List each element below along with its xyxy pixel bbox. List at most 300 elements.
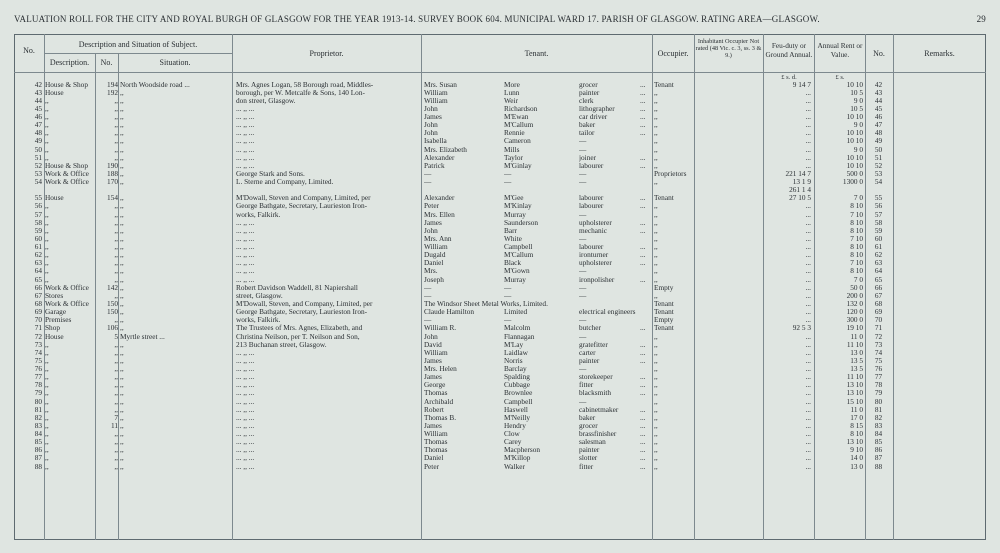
cell-no: 56 — [34, 202, 42, 211]
cell-no-right: 62 — [874, 251, 883, 260]
cell-no: 86 — [34, 446, 42, 455]
cell-situation: ,, — [120, 373, 124, 382]
cell-no: 55 — [34, 194, 42, 203]
cell-occupier: ,, — [654, 210, 658, 219]
cell-rent: 10 10 — [846, 161, 863, 170]
cell-tenant-forename: John — [424, 226, 438, 235]
cell-tenant-surname: Cameron — [504, 137, 531, 146]
cell-situation: ,, — [120, 267, 124, 276]
cell-house-no: ,, — [114, 454, 118, 463]
cell-tenant-occupation: grocer — [579, 80, 598, 89]
cell-house-no: ,, — [114, 226, 118, 235]
cell-rent: 300 0 — [846, 316, 863, 325]
cell-rent: 13 10 — [846, 381, 863, 390]
cell-no: 88 — [34, 462, 42, 471]
cell-no: 49 — [34, 137, 42, 146]
cell-feuduty: ... — [805, 121, 811, 130]
cell-proprietor: don street, Glasgow. — [236, 96, 296, 105]
table-row — [14, 89, 986, 97]
cell-rent: 8 10 — [850, 251, 863, 260]
cell-no: 73 — [34, 340, 42, 349]
cell-proprietor: ... ,, ... — [236, 259, 255, 268]
cell-feuduty: ... — [805, 218, 811, 227]
cell-rent: 14 0 — [850, 454, 863, 463]
cell-no-right: 58 — [874, 218, 883, 227]
cell-tenant-surname: M'Neilly — [504, 413, 531, 422]
cell-tenant-dots: ... — [640, 104, 646, 113]
cell-feuduty: ... — [805, 96, 811, 105]
cell-tenant-dots: ... — [640, 96, 646, 105]
cell-feuduty: ... — [805, 340, 811, 349]
cell-tenant-forename: Alexander — [424, 194, 455, 203]
cell-situation: ,, — [120, 300, 124, 308]
cell-tenant-occupation: gratefitter — [579, 340, 608, 349]
cell-no: 84 — [34, 430, 42, 439]
cell-description: ,, — [45, 389, 49, 398]
cell-house-no: ,, — [114, 218, 118, 227]
col-no-right-header: No. — [873, 49, 885, 58]
table-row — [14, 170, 986, 178]
cell-no: 51 — [34, 153, 42, 162]
header-subrule — [44, 53, 232, 54]
cell-proprietor: Christina Neilson, per T. Neilson and Son, — [236, 332, 360, 341]
cell-rent: 13 10 — [846, 389, 863, 398]
cell-situation: ,, — [120, 291, 124, 300]
cell-tenant-occupation: — — [579, 137, 587, 146]
cell-description: ,, — [45, 96, 49, 105]
cell-rent: 9 0 — [853, 121, 863, 130]
cell-no: 44 — [34, 96, 42, 105]
cell-occupier: ,, — [654, 243, 658, 252]
cell-tenant-dots: ... — [640, 454, 646, 463]
cell-tenant-dots: ... — [640, 129, 646, 138]
cell-tenant-forename: William R. — [424, 324, 457, 333]
cell-house-no: ,, — [114, 137, 118, 146]
cell-feuduty: ... — [805, 405, 811, 414]
cell-feuduty: ... — [805, 104, 811, 113]
cell-proprietor: ... ,, ... — [236, 405, 255, 414]
cell-description: ,, — [45, 104, 49, 113]
table-row — [14, 349, 986, 357]
cell-description: Garage — [45, 308, 67, 317]
cell-proprietor: ... ,, ... — [236, 137, 255, 146]
cell-no: 65 — [34, 275, 42, 284]
cell-no: 53 — [34, 169, 42, 178]
cell-description: ,, — [45, 153, 49, 162]
cell-situation: ,, — [120, 96, 124, 105]
cell-situation: ,, — [120, 356, 124, 365]
cell-proprietor: ... ,, ... — [236, 397, 255, 406]
col-inhabitant-header: Inhabitant Occupier Not rated (48 Vic. c. 3, ss. 3 & 9.) — [695, 38, 762, 59]
cell-feuduty: ... — [805, 316, 811, 325]
cell-occupier: ,, — [654, 153, 658, 162]
cell-no: 68 — [34, 300, 42, 308]
cell-rent: 11 0 — [850, 332, 863, 341]
cell-occupier: Tenant — [654, 194, 674, 203]
cell-tenant-occupation: ironpolisher — [579, 275, 615, 284]
cell-tenant-occupation: upholsterer — [579, 218, 612, 227]
cell-description: ,, — [45, 397, 49, 406]
cell-house-no: 194 — [107, 80, 118, 89]
cell-no: 87 — [34, 454, 42, 463]
cell-occupier: ,, — [654, 397, 658, 406]
cell-situation: ,, — [120, 421, 124, 430]
cell-occupier: ,, — [654, 405, 658, 414]
cell-house-no: ,, — [114, 153, 118, 162]
table-row — [14, 308, 986, 316]
cell-occupier: ,, — [654, 218, 658, 227]
cell-no: 71 — [34, 324, 42, 333]
cell-tenant-occupation: — — [579, 267, 587, 276]
cell-no: 46 — [34, 113, 42, 122]
cell-tenant-dots: ... — [640, 259, 646, 268]
cell-house-no: 150 — [107, 300, 118, 308]
cell-tenant-surname: Murray — [504, 210, 526, 219]
cell-proprietor: George Stark and Sons. — [236, 169, 305, 178]
cell-situation: ,, — [120, 113, 124, 122]
cell-tenant-occupation: mechanic — [579, 226, 607, 235]
cell-tenant-dots: ... — [640, 389, 646, 398]
cell-tenant-occupation: labourer — [579, 161, 604, 170]
cell-tenant-dots: ... — [640, 121, 646, 130]
cell-feuduty: ... — [805, 129, 811, 138]
cell-tenant-dots: ... — [640, 446, 646, 455]
cell-tenant-surname: Macpherson — [504, 446, 541, 455]
cell-tenant-surname: — — [504, 178, 512, 187]
cell-proprietor: ... ,, ... — [236, 161, 255, 170]
cell-feuduty: 27 10 5 — [789, 194, 811, 203]
cell-rent: 10 10 — [846, 137, 863, 146]
cell-occupier: ,, — [654, 113, 658, 122]
cell-house-no: ,, — [114, 446, 118, 455]
cell-tenant-occupation: lithographer — [579, 104, 615, 113]
cell-occupier: Empty — [654, 283, 674, 292]
cell-tenant-occupation: — — [579, 397, 587, 406]
cell-house-no: 170 — [107, 178, 118, 187]
cell-no-right: 83 — [874, 421, 883, 430]
cell-tenant-occupation: — — [579, 145, 587, 154]
cell-tenant-forename: Archibald — [424, 397, 454, 406]
cell-no-right: 66 — [874, 283, 883, 292]
cell-situation: ,, — [120, 129, 124, 138]
cell-house-no: ,, — [114, 243, 118, 252]
table-row — [14, 463, 986, 471]
cell-rent: 11 0 — [850, 405, 863, 414]
cell-tenant-forename: Mrs. Ellen — [424, 210, 455, 219]
cell-no: 75 — [34, 356, 42, 365]
cell-no-right: 87 — [874, 454, 883, 463]
cell-rent: 120 0 — [846, 308, 863, 317]
cell-no: 48 — [34, 129, 42, 138]
cell-tenant-dots: ... — [640, 218, 646, 227]
cell-no-right: 76 — [874, 365, 883, 374]
cell-house-no: ,, — [114, 121, 118, 130]
cell-house-no: ,, — [114, 397, 118, 406]
cell-tenant-surname: M'Killop — [504, 454, 531, 463]
cell-tenant-forename: William — [424, 96, 448, 105]
cell-situation: ,, — [120, 275, 124, 284]
table-row — [14, 194, 986, 202]
cell-no: 74 — [34, 348, 42, 357]
cell-proprietor: ... ,, ... — [236, 145, 255, 154]
cell-tenant-occupation: grocer — [579, 421, 598, 430]
cell-house-no: ,, — [114, 348, 118, 357]
cell-rent: 13 0 — [850, 462, 863, 471]
cell-no: 82 — [34, 413, 42, 422]
cell-proprietor: works, Falkirk. — [236, 210, 281, 219]
cell-tenant-occupation: labourer — [579, 194, 604, 203]
cell-rent: 11 10 — [846, 373, 863, 382]
cell-situation: ,, — [120, 348, 124, 357]
cell-feuduty: ... — [805, 389, 811, 398]
cell-occupier: Tenant — [654, 300, 674, 308]
table-row — [14, 341, 986, 349]
cell-occupier: ,, — [654, 430, 658, 439]
cell-proprietor: George Bathgate, Secretary, Laurieston Iron- — [236, 308, 368, 317]
cell-proprietor: ... ,, ... — [236, 430, 255, 439]
cell-proprietor: ... ,, ... — [236, 121, 255, 130]
cell-description: ,, — [45, 210, 49, 219]
cell-description: ,, — [45, 251, 49, 260]
page-header — [14, 12, 986, 26]
cell-no: 60 — [34, 234, 42, 243]
cell-no: 59 — [34, 226, 42, 235]
table-row — [14, 324, 986, 332]
cell-description: ,, — [45, 405, 49, 414]
cell-occupier: ,, — [654, 202, 658, 211]
cell-proprietor: ... ,, ... — [236, 234, 255, 243]
cell-feuduty: ... — [805, 145, 811, 154]
cell-tenant-occupation: ironturner — [579, 251, 609, 260]
cell-description: ,, — [45, 438, 49, 447]
table-row — [14, 398, 986, 406]
cell-proprietor: ... ,, ... — [236, 421, 255, 430]
cell-feuduty: ... — [805, 251, 811, 260]
cell-tenant-occupation: — — [579, 210, 587, 219]
cell-tenant-occupation: blacksmith — [579, 389, 612, 398]
cell-occupier: ,, — [654, 267, 658, 276]
cell-feuduty: ... — [805, 397, 811, 406]
cell-tenant-forename: — — [424, 291, 432, 300]
cell-feuduty: ... — [805, 283, 811, 292]
cell-feuduty: ... — [805, 454, 811, 463]
cell-no-right: 65 — [874, 275, 883, 284]
cell-proprietor: The Trustees of Mrs. Agnes, Elizabeth, and — [236, 324, 363, 333]
cell-house-no: ,, — [114, 129, 118, 138]
cell-tenant-occupation: — — [579, 365, 587, 374]
cell-situation: ,, — [120, 104, 124, 113]
cell-feuduty: ... — [805, 446, 811, 455]
cell-tenant-occupation: — — [579, 283, 587, 292]
cell-proprietor: M'Dowall, Steven, and Company, Limited, per — [236, 300, 373, 308]
cell-no-right: 50 — [874, 145, 883, 154]
cell-tenant-surname: Black — [504, 259, 522, 268]
cell-proprietor: ... ,, ... — [236, 113, 255, 122]
cell-tenant-forename: John — [424, 104, 438, 113]
cell-description: ,, — [45, 234, 49, 243]
cell-no: 54 — [34, 178, 42, 187]
cell-description: Premises — [45, 316, 72, 325]
cell-tenant-occupation: brassfinisher — [579, 430, 617, 439]
cell-occupier: ,, — [654, 373, 658, 382]
cell-tenant-forename: Peter — [424, 462, 439, 471]
cell-proprietor: ... ,, ... — [236, 454, 255, 463]
cell-tenant-surname: Laidlaw — [504, 348, 528, 357]
cell-situation: ,, — [120, 178, 124, 187]
cell-no-right: 57 — [874, 210, 883, 219]
cell-situation: ,, — [120, 210, 124, 219]
cell-tenant-surname: — — [504, 291, 512, 300]
cell-no: 42 — [34, 80, 42, 89]
cell-proprietor: ... ,, ... — [236, 462, 255, 471]
cell-no-right: 88 — [874, 462, 883, 471]
cell-no-right: 44 — [874, 96, 883, 105]
cell-no-right: 43 — [874, 88, 883, 97]
cell-tenant-dots: ... — [640, 381, 646, 390]
cell-feuduty: ... — [805, 243, 811, 252]
cell-no-right: 69 — [874, 308, 883, 317]
cell-tenant-surname: Saunderson — [504, 218, 539, 227]
cell-rent: 132 0 — [846, 300, 863, 308]
cell-description: ,, — [45, 129, 49, 138]
cell-feuduty: ... — [805, 153, 811, 162]
cell-no-right: 84 — [874, 430, 883, 439]
cell-occupier: ,, — [654, 259, 658, 268]
cell-occupier: ,, — [654, 178, 658, 187]
cell-proprietor: ... ,, ... — [236, 153, 255, 162]
cell-proprietor: Robert Davidson Waddell, 81 Napiershall — [236, 283, 358, 292]
cell-occupier: Tenant — [654, 308, 674, 317]
cell-feuduty: ... — [805, 226, 811, 235]
cell-tenant-surname: Brownlee — [504, 389, 533, 398]
cell-description: ,, — [45, 202, 49, 211]
cell-tenant-forename: James — [424, 373, 442, 382]
cell-no: 43 — [34, 88, 42, 97]
cell-house-no: 5 — [114, 332, 118, 341]
cell-feuduty: 92 5 3 — [792, 324, 811, 333]
cell-tenant-dots: ... — [640, 356, 646, 365]
cell-tenant-forename: James — [424, 356, 442, 365]
cell-description: ,, — [45, 446, 49, 455]
table-row — [14, 105, 986, 113]
cell-situation: ,, — [120, 413, 124, 422]
cell-feuduty: 221 14 7 — [785, 169, 811, 178]
cell-proprietor: ... ,, ... — [236, 413, 255, 422]
cell-tenant-dots: ... — [640, 438, 646, 447]
cell-feuduty: ... — [805, 308, 811, 317]
cell-situation: ,, — [120, 234, 124, 243]
feuduty-units: £ s. d. — [781, 74, 797, 81]
cell-tenant-forename: David — [424, 340, 442, 349]
cell-no-right: 85 — [874, 438, 883, 447]
cell-tenant-occupation: butcher — [579, 324, 601, 333]
cell-proprietor: ... ,, ... — [236, 129, 255, 138]
cell-proprietor: ... ,, ... — [236, 267, 255, 276]
cell-proprietor: ... ,, ... — [236, 243, 255, 252]
table-row — [14, 243, 986, 251]
cell-tenant-dots: ... — [640, 243, 646, 252]
cell-description: ,, — [45, 430, 49, 439]
cell-feuduty: ... — [805, 413, 811, 422]
cell-no-right: 54 — [874, 178, 883, 187]
cell-no: 47 — [34, 121, 42, 130]
cell-house-no: ,, — [114, 96, 118, 105]
cell-rent: 8 10 — [850, 243, 863, 252]
cell-tenant-forename: Mrs. Helen — [424, 365, 457, 374]
cell-occupier: ,, — [654, 356, 658, 365]
table-row — [14, 129, 986, 137]
cell-rent: 7 10 — [850, 234, 863, 243]
cell-no-right: 51 — [874, 153, 883, 162]
cell-occupier: ,, — [654, 348, 658, 357]
cell-feuduty: ... — [805, 234, 811, 243]
cell-rent: 7 0 — [853, 275, 863, 284]
cell-tenant-surname: Walker — [504, 462, 525, 471]
table-row — [14, 422, 986, 430]
cell-tenant-dots: ... — [640, 340, 646, 349]
cell-description: ,, — [45, 373, 49, 382]
cell-no: 78 — [34, 381, 42, 390]
cell-no: 52 — [34, 161, 42, 170]
cell-situation: ,, — [120, 454, 124, 463]
cell-rent: 10 10 — [846, 113, 863, 122]
cell-rent: 19 10 — [846, 324, 863, 333]
cell-no-right: 61 — [874, 243, 883, 252]
table-row — [14, 121, 986, 129]
table-row — [14, 146, 986, 154]
cell-feuduty: ... — [805, 332, 811, 341]
cell-tenant-dots: ... — [640, 430, 646, 439]
cell-situation: ,, — [120, 145, 124, 154]
cell-occupier: ,, — [654, 454, 658, 463]
cell-tenant-surname: Campbell — [504, 243, 533, 252]
cell-house-no: ,, — [114, 438, 118, 447]
cell-tenant-occupation: salesman — [579, 438, 606, 447]
cell-tenant-forename: Mrs. Susan — [424, 80, 457, 89]
cell-feuduty: ... — [805, 202, 811, 211]
cell-occupier: ,, — [654, 365, 658, 374]
table-row — [14, 267, 986, 275]
cell-feuduty: ... — [805, 381, 811, 390]
cell-no: 62 — [34, 251, 42, 260]
cell-tenant-surname: Clow — [504, 430, 520, 439]
cell-house-no: ,, — [114, 405, 118, 414]
cell-rent: 17 0 — [850, 413, 863, 422]
table-row — [14, 430, 986, 438]
cell-no: 70 — [34, 316, 42, 325]
cell-occupier: ,, — [654, 161, 658, 170]
cell-proprietor: ... ,, ... — [236, 226, 255, 235]
cell-situation: Myrtle street ... — [120, 332, 165, 341]
cell-rent: 1300 0 — [842, 178, 863, 187]
cell-situation: ,, — [120, 446, 124, 455]
cell-tenant-forename: John — [424, 129, 438, 138]
cell-tenant-surname: Cubbage — [504, 381, 530, 390]
cell-occupier: Tenant — [654, 324, 674, 333]
cell-situation: ,, — [120, 169, 124, 178]
table-row — [14, 186, 986, 194]
cell-house-no: ,, — [114, 251, 118, 260]
cell-no: 63 — [34, 259, 42, 268]
table-row — [14, 454, 986, 462]
col-situation-header: Situation. — [159, 58, 191, 67]
cell-rent: 8 10 — [850, 218, 863, 227]
cell-situation: ,, — [120, 218, 124, 227]
cell-tenant-dots: ... — [640, 194, 646, 203]
cell-house-no: ,, — [114, 356, 118, 365]
cell-description: ,, — [45, 137, 49, 146]
cell-feuduty: ... — [805, 356, 811, 365]
